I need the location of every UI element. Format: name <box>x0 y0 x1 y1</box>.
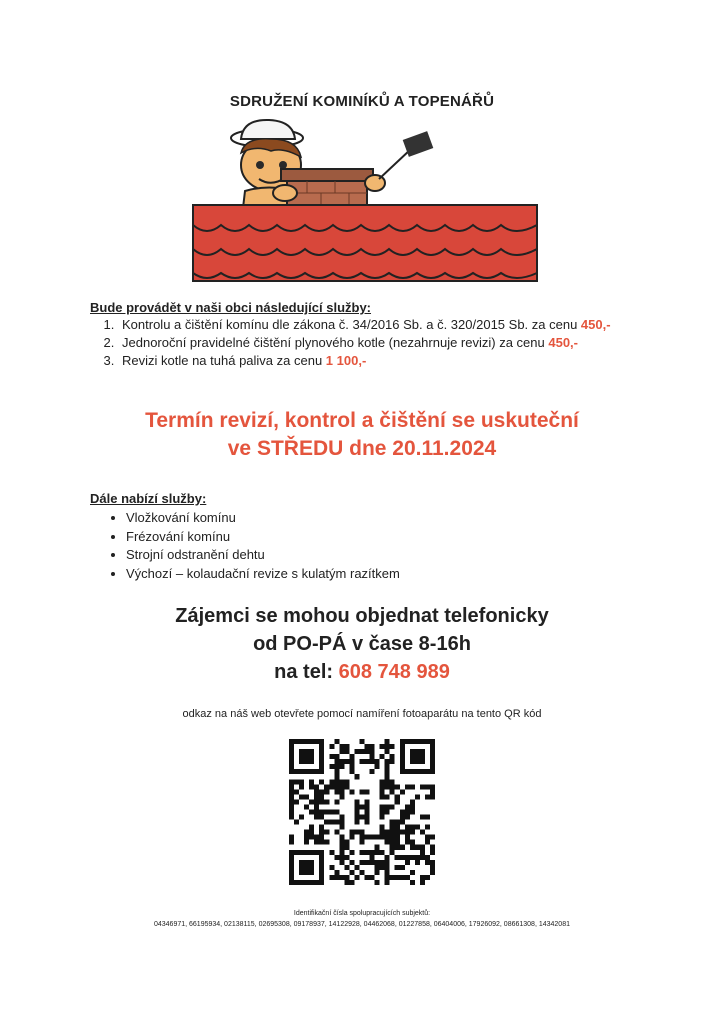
services-heading: Bude provádět v naši obci následující služby: <box>90 300 372 315</box>
services-list <box>88 316 718 370</box>
order-hours: od PO-PÁ v čase 8-16h <box>253 633 471 655</box>
appointment-notice <box>0 407 724 463</box>
other-services-list <box>96 509 686 583</box>
list-item: 3. Revizi kotle na tuhá paliva za cenu 1 100,- <box>118 352 718 370</box>
other-services-heading: Dále nabízí služby: <box>90 491 207 506</box>
phone-number[interactable]: 608 748 989 <box>338 661 450 683</box>
list-item: 1. Kontrolu a čištění komínu dle zákona č. 34/2016 Sb. a č. 320/2015 Sb. za cenu 450,- <box>118 316 718 334</box>
order-info <box>0 602 724 686</box>
order-phone-line: na tel: 608 748 989 <box>274 661 450 683</box>
list-item: • Frézování komínu <box>126 528 686 547</box>
ids-label: Identifikační čísla spolupracujících subjektů: <box>293 910 431 917</box>
order-line: Zájemci se mohou objednat telefonicky <box>175 605 549 627</box>
list-item: 2. Jednoroční pravidelné čištění plynového kotle (nezahrnuje revizi) za cenu 450,- <box>118 334 718 352</box>
price: 450,- <box>548 335 578 350</box>
qr-code-icon[interactable] <box>289 739 435 885</box>
price: 450,- <box>580 317 611 332</box>
price: 1 100,- <box>325 353 367 368</box>
list-item: • Výchozí – kolaudační revize s kulatým razítkem <box>126 565 686 584</box>
chimney-sweep-illustration <box>185 113 545 285</box>
list-item: • Vložkování komínu <box>126 509 686 528</box>
notice-date: ve STŘEDU dne 20.11.2024 <box>227 437 497 460</box>
list-item: • Strojní odstranění dehtu <box>126 546 686 565</box>
notice-line: Termín revizí, kontrol a čištění se uskuteční <box>145 409 579 432</box>
qr-caption: odkaz na náš web otevřete pomocí namíření fotoaparátu na tento QR kód <box>182 708 542 720</box>
ids-list: 04346971, 66195934, 02138115, 02695308, 09178937, 14122928, 04462068, 01227858, 06404006, 17926092, 08661308, 14342081 <box>153 921 570 928</box>
page-title: SDRUŽENÍ KOMINÍKŮ A TOPENÁŘŮ <box>229 93 495 110</box>
